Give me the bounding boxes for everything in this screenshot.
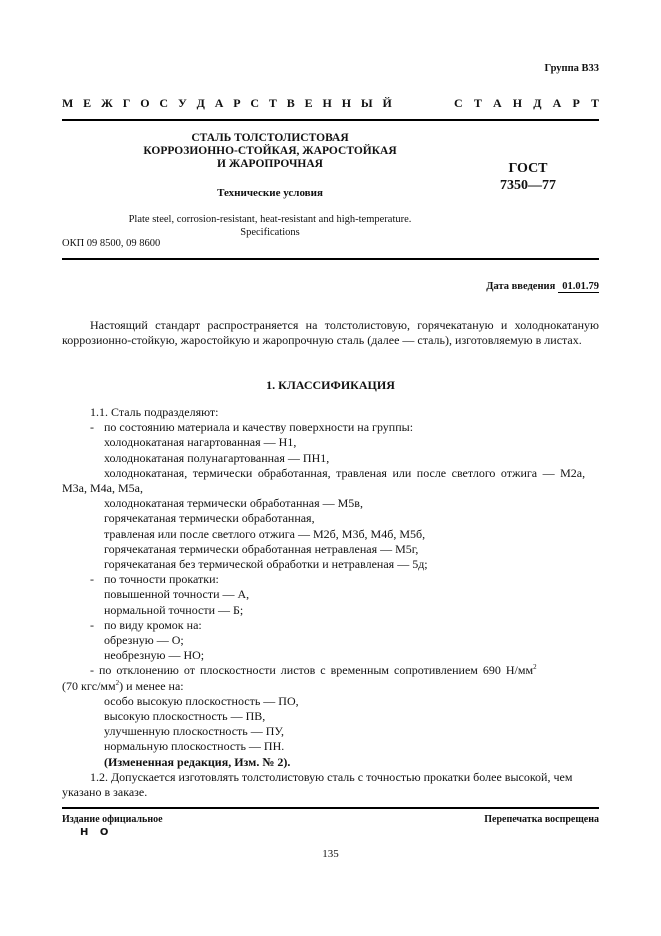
- group-item: холоднокатаная, термически обработанная, травленая или после светлого отжига — М2а,: [104, 465, 586, 480]
- top-rule: [62, 119, 599, 121]
- group-item: холоднокатаная нагартованная — Н1,: [104, 435, 297, 450]
- title-line: СТАЛЬ ТОЛСТОЛИСТОВАЯ: [191, 132, 349, 144]
- interstate-standard-heading: [62, 96, 599, 111]
- heading-letter: Н: [341, 96, 352, 110]
- standard-group: Группа В33: [544, 63, 599, 74]
- english-title-line: Plate steel, corrosion-resistant, heat-resistant and high-temperature.: [128, 214, 412, 225]
- list-item: - по точности прокатки:: [90, 572, 219, 587]
- reprint-notice: Перепечатка воспрещена: [484, 814, 599, 825]
- page-number: 135: [322, 848, 339, 860]
- heading-letter: Й: [382, 96, 392, 110]
- flatness-item: высокую плоскостность — ПВ,: [104, 709, 266, 724]
- rolling-item: нормальной точности — Б;: [104, 602, 244, 617]
- heading-letter: Т: [590, 96, 599, 110]
- heading-letter: Н: [322, 96, 332, 110]
- heading-letter: Т: [473, 96, 482, 110]
- title-line: КОРРОЗИОННО-СТОЙКАЯ, ЖАРОСТОЙКАЯ: [143, 145, 397, 157]
- heading-letter: М: [62, 96, 74, 110]
- clause-1-2: 1.2. Допускается изготовлять толстолистовую сталь с точностью прокатки более высокой, чем: [90, 769, 573, 784]
- title-line: И ЖАРОПРОЧНАЯ: [217, 158, 323, 170]
- list-item: - по состоянию материала и качеству поверхности на группы:: [90, 420, 414, 435]
- flatness-item: нормальную плоскостность — ПН.: [104, 739, 285, 754]
- introduction-date: [486, 281, 599, 292]
- flatness-item: улучшенную плоскостность — ПУ,: [104, 724, 284, 739]
- section-heading: 1. КЛАССИФИКАЦИЯ: [266, 378, 395, 392]
- list-item: - по виду кромок на:: [90, 617, 202, 632]
- heading-letter: Н: [512, 96, 523, 110]
- heading-letter: Д: [533, 96, 542, 110]
- rolling-item: повышенной точности — А,: [104, 587, 250, 602]
- intro-paragraph: Настоящий стандарт распространяется на толстолистовую, горячекатаную и холоднокатаную коррозионно-стойкую, жаростойкую и жаропрочную сталь (далее — сталь), изготовляемую в листах.: [62, 318, 599, 347]
- group-item: холоднокатаная термически обработанная — М5в,: [104, 496, 363, 511]
- date-label: Дата введения: [486, 281, 556, 292]
- heading-letter: Р: [572, 96, 580, 110]
- edge-item: необрезную — НО;: [104, 648, 205, 663]
- flatness-intro-continuation: (70 кгс/$мм^2$) и менее на:: [62, 678, 184, 693]
- group-item: горячекатаная без термической обработки и нетравленая — 5д;: [104, 557, 428, 572]
- clause-1-2-continuation: указано в заказе.: [62, 785, 148, 800]
- heading-letter: О: [140, 96, 150, 110]
- heading-letter: А: [492, 96, 502, 110]
- heading-letter: Д: [196, 96, 205, 110]
- header-bottom-rule: [62, 258, 599, 260]
- amendment-note: (Измененная редакция, Изм. № 2).: [104, 754, 291, 769]
- heading-letter: А: [552, 96, 562, 110]
- group-item: холоднокатаная полунагартованная — ПН1,: [104, 450, 330, 465]
- heading-letter: У: [177, 96, 187, 110]
- standard-word: [454, 96, 599, 111]
- english-title-line: Specifications: [240, 227, 300, 238]
- group-item: горячекатаная термически обработанная нетравленая — М5г,: [104, 541, 419, 556]
- heading-letter: Е: [304, 96, 313, 110]
- heading-letter: Е: [83, 96, 92, 110]
- document-subtitle: Технические условия: [217, 187, 323, 199]
- heading-letter: С: [250, 96, 260, 110]
- document-title: [120, 132, 420, 171]
- heading-letter: Р: [233, 96, 241, 110]
- flatness-intro: - по отклонению от плоскостности листов с временным сопротивлением 690 $Н/мм^2$: [90, 663, 537, 678]
- date-value: 01.01.79: [558, 281, 599, 293]
- heading-letter: А: [214, 96, 224, 110]
- edge-item: обрезную — О;: [104, 633, 184, 648]
- footer-rule: [62, 807, 599, 809]
- english-title: [80, 213, 460, 239]
- heading-letter: Ы: [360, 96, 373, 110]
- official-edition: Издание официальное: [62, 814, 163, 825]
- flatness-item: особо высокую плоскостность — ПО,: [104, 693, 299, 708]
- group-item: горячекатаная термически обработанная,: [104, 511, 315, 526]
- heading-letter: Ж: [101, 96, 113, 110]
- heading-letter: С: [454, 96, 463, 110]
- heading-letter: Г: [122, 96, 131, 110]
- heading-letter: С: [159, 96, 169, 110]
- clause-1-1: 1.1. Сталь подразделяют:: [90, 405, 219, 419]
- gost-number: 7350—77: [500, 178, 556, 193]
- okp-code: ОКП 09 8500, 09 8600: [62, 238, 161, 249]
- group-item: травленая или после светлого отжига — М2б, М3б, М4б, М5б,: [104, 526, 426, 541]
- group-item-continuation: М3а, М4а, М5а,: [62, 481, 143, 496]
- interstate-word: [62, 96, 392, 111]
- gost-label: ГОСТ: [508, 161, 548, 176]
- heading-letter: Т: [268, 96, 277, 110]
- gost-designation: [488, 160, 568, 194]
- edition-mark: Н О: [80, 827, 113, 838]
- classification-list: [62, 405, 599, 800]
- heading-letter: В: [286, 96, 295, 110]
